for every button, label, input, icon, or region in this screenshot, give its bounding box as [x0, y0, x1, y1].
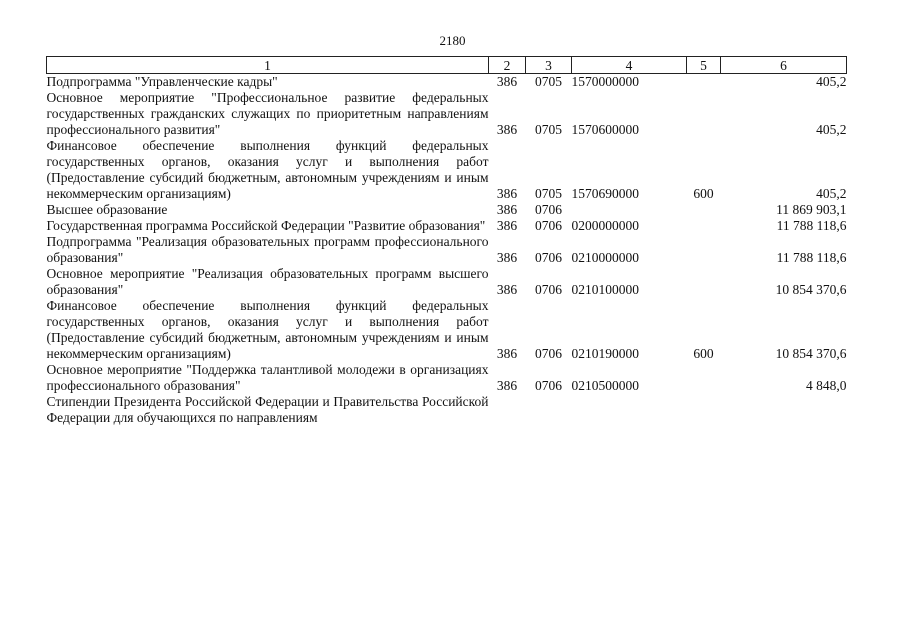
row-section-code: 0705: [535, 186, 562, 201]
row-amount: 405,2: [816, 74, 847, 89]
row-ministry-code: 386: [496, 378, 518, 393]
row-section-code: [526, 394, 572, 426]
table-row: [47, 218, 847, 234]
row-ministry-code: 386: [496, 282, 518, 297]
row-target-code: [572, 394, 687, 426]
table-row: [47, 394, 847, 426]
row-expense-type: [687, 90, 721, 138]
row-expense-type: [687, 234, 721, 266]
row-description: Высшее образование: [46, 202, 168, 217]
budget-table: [46, 56, 847, 426]
table-row: [47, 202, 847, 218]
row-description: Подпрограмма "Реализация образовательных программ профессионального образования": [46, 234, 489, 265]
col-header-2: 2: [489, 57, 526, 74]
row-ministry-code: 386: [496, 250, 518, 265]
row-target-code: 0210100000: [571, 282, 639, 297]
row-section-code: 0706: [535, 378, 562, 393]
row-amount: 11 869 903,1: [776, 202, 847, 217]
row-section-code: 0705: [535, 74, 562, 89]
row-expense-type: [687, 266, 721, 298]
row-section-code: 0706: [535, 250, 562, 265]
row-ministry-code: 386: [496, 74, 518, 89]
row-amount: 405,2: [816, 122, 847, 137]
row-expense-type: [687, 394, 721, 426]
row-target-code: 1570000000: [571, 74, 639, 89]
row-description: Государственная программа Российской Федерации "Развитие образования": [46, 218, 486, 233]
page-number: 2180: [439, 33, 466, 48]
table-row: [47, 298, 847, 362]
row-description: Основное мероприятие "Профессиональное развитие федеральных государственных гражданских служащих по приоритетным направлениям профессионального развития": [46, 90, 489, 137]
row-expense-type: 600: [693, 346, 714, 361]
row-expense-type: [687, 362, 721, 394]
row-amount: 11 788 118,6: [776, 250, 847, 265]
table-row: [47, 362, 847, 394]
row-target-code: [572, 202, 687, 218]
row-amount: 4 848,0: [806, 378, 847, 393]
col-header-3: 3: [526, 57, 572, 74]
row-expense-type: [687, 202, 721, 218]
row-section-code: 0706: [535, 202, 562, 217]
col-header-5: 5: [687, 57, 721, 74]
col-header-4: 4: [572, 57, 687, 74]
row-description: Основное мероприятие "Реализация образовательных программ высшего образования": [46, 266, 489, 297]
row-ministry-code: 386: [496, 202, 518, 217]
table-row: [47, 266, 847, 298]
row-ministry-code: [489, 394, 526, 426]
row-section-code: 0706: [535, 218, 562, 233]
row-target-code: 1570690000: [571, 186, 639, 201]
row-ministry-code: 386: [496, 346, 518, 361]
row-description: Финансовое обеспечение выполнения функций федеральных государственных органов, оказания услуг и выполнения работ (Предоставление субсидий бюджетным, автономным учреждениям и иным некоммерческим организациям): [46, 138, 489, 201]
row-description: Основное мероприятие "Поддержка талантливой молодежи в организациях профессионального образования": [46, 362, 489, 393]
row-ministry-code: 386: [496, 218, 518, 233]
row-expense-type: [687, 218, 721, 234]
header-row: [47, 57, 847, 74]
row-description: Стипендии Президента Российской Федерации и Правительства Российской Федерации для обучающихся по направлениям: [46, 394, 489, 425]
col-header-6: 6: [721, 57, 847, 74]
row-amount: 405,2: [816, 186, 847, 201]
row-target-code: 0210190000: [571, 346, 639, 361]
table-row: [47, 74, 847, 91]
row-section-code: 0706: [535, 282, 562, 297]
table-row: [47, 234, 847, 266]
row-target-code: 0210000000: [571, 250, 639, 265]
table-row: [47, 90, 847, 138]
row-ministry-code: 386: [496, 122, 518, 137]
row-expense-type: [687, 74, 721, 91]
row-ministry-code: 386: [496, 186, 518, 201]
table-row: [47, 138, 847, 202]
row-section-code: 0705: [535, 122, 562, 137]
col-header-1: 1: [47, 57, 489, 74]
row-section-code: 0706: [535, 346, 562, 361]
row-target-code: 0200000000: [571, 218, 639, 233]
row-amount: 11 788 118,6: [776, 218, 847, 233]
row-target-code: 1570600000: [571, 122, 639, 137]
row-expense-type: 600: [693, 186, 714, 201]
row-description: Финансовое обеспечение выполнения функций федеральных государственных органов, оказания услуг и выполнения работ (Предоставление субсидий бюджетным, автономным учреждениям и иным некоммерческим организациям): [46, 298, 489, 361]
row-amount: 10 854 370,6: [775, 282, 847, 297]
row-amount: 10 854 370,6: [775, 346, 847, 361]
row-description: Подпрограмма "Управленческие кадры": [46, 74, 278, 89]
row-target-code: 0210500000: [571, 378, 639, 393]
row-amount: [721, 394, 847, 426]
